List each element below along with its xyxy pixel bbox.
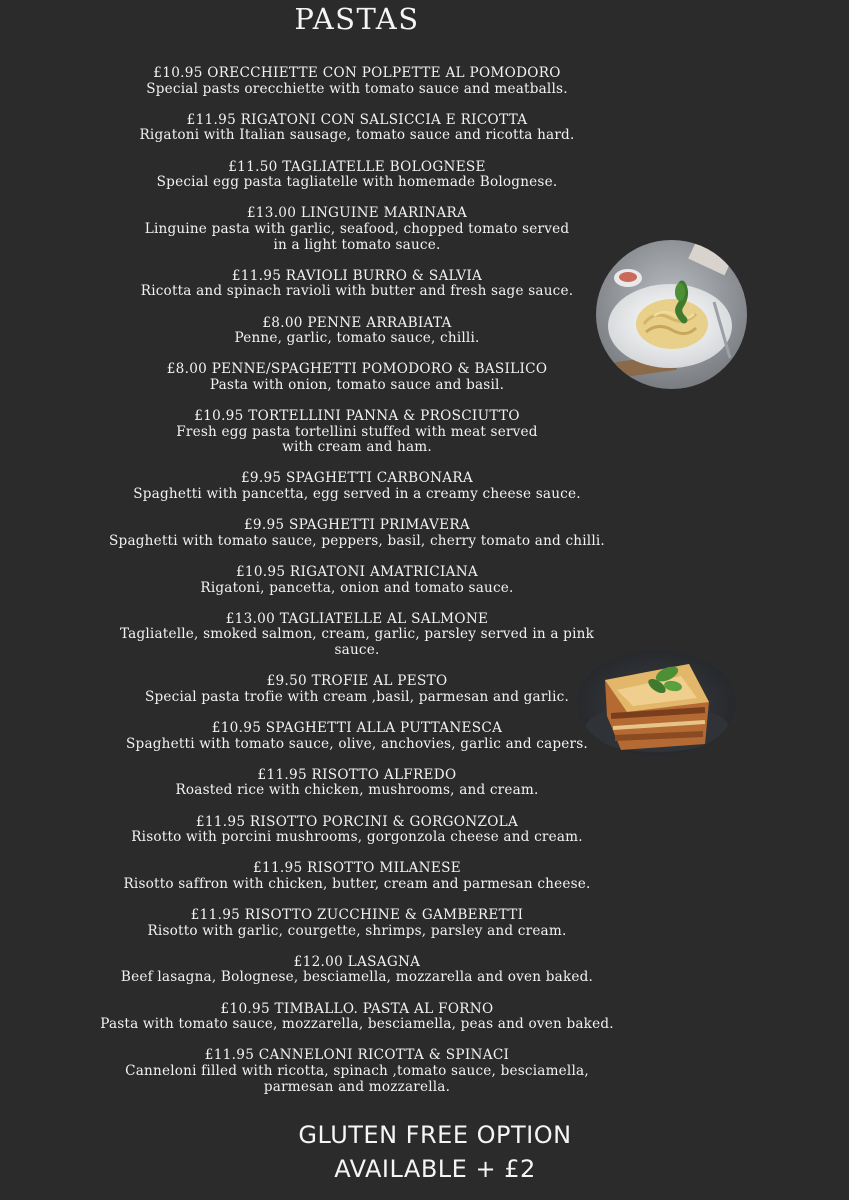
menu-item	[0, 955, 714, 986]
menu-item-description: Risotto with garlic, courgette, shrimps, parsley and cream.	[147, 922, 567, 939]
menu-item-description: Pasta with onion, tomato sauce and basil.	[209, 376, 505, 393]
menu-item-name: £10.95 ORECCHIETTE CON POLPETTE AL POMODORO	[153, 65, 561, 81]
menu-item-name: £11.95 RIGATONI CON SALSICCIA E RICOTTA	[186, 111, 528, 128]
menu-item-description: Roasted rice with chicken, mushrooms, and cream.	[175, 782, 539, 799]
menu-item-description: Linguine pasta with garlic, seafood, chopped tomato served	[144, 220, 570, 237]
menu-item-description: Spaghetti with pancetta, egg served in a creamy cheese sauce.	[133, 486, 581, 503]
menu-item	[0, 362, 714, 393]
lasagna-image	[577, 650, 736, 756]
menu-item-name: £11.50 TAGLIATELLE BOLOGNESE	[228, 158, 486, 175]
menu-item-name: £11.95 CANNELONI RICOTTA & SPINACI	[204, 1047, 510, 1064]
menu-item	[0, 66, 714, 97]
menu-item-name: £13.00 TAGLIATELLE AL SALMONE	[225, 610, 489, 627]
menu-item-name: £10.95 RIGATONI AMATRICIANA	[235, 564, 479, 580]
page-title: PASTAS	[294, 2, 420, 36]
menu-item-description: in a light tomato sauce.	[273, 236, 441, 253]
gluten-free-line-2: AVAILABLE + £2	[334, 1155, 536, 1183]
menu-item-description: with cream and ham.	[282, 439, 432, 456]
menu-item	[0, 471, 714, 502]
menu-item	[0, 768, 714, 799]
menu-item-name: £10.95 TORTELLINI PANNA & PROSCIUTTO	[194, 408, 520, 425]
menu-item-description: Rigatoni with Italian sausage, tomato sauce and ricotta hard.	[139, 127, 575, 144]
menu-item-description: Canneloni filled with ricotta, spinach ,tomato sauce, besciamella,	[125, 1063, 589, 1079]
menu-item-name: £9.50 TROFIE AL PESTO	[266, 673, 448, 690]
menu-item-description: Rigatoni, pancetta, onion and tomato sauce.	[200, 579, 514, 596]
menu-item	[0, 1048, 714, 1095]
menu-item-description: Fresh egg pasta tortellini stuffed with meat served	[176, 423, 538, 440]
menu-item-description: Spaghetti with tomato sauce, peppers, basil, cherry tomato and chilli.	[109, 532, 605, 549]
menu-item	[0, 565, 714, 596]
menu-item	[0, 1002, 714, 1033]
menu-item	[0, 206, 714, 253]
spaghetti-plate-image	[596, 240, 747, 389]
menu-item-description: Beef lasagna, Bolognese, besciamella, mozzarella and oven baked.	[120, 969, 594, 986]
menu-item	[0, 861, 714, 892]
pasta-menu-list	[0, 66, 714, 1111]
gluten-free-line-1: GLUTEN FREE OPTION	[298, 1121, 572, 1149]
menu-item	[0, 908, 714, 939]
menu-item-description: Pasta with tomato sauce, mozzarella, besciamella, peas and oven baked.	[100, 1016, 614, 1033]
menu-item-name: £13.00 LINGUINE MARINARA	[246, 205, 468, 222]
menu-item	[0, 518, 714, 549]
menu-item-name: £11.95 RISOTTO MILANESE	[253, 860, 461, 877]
menu-item-description: Special pasta trofie with cream ,basil, parmesan and garlic.	[144, 688, 569, 705]
menu-item-name: £11.95 RISOTTO PORCINI & GORGONZOLA	[195, 813, 519, 830]
menu-item	[0, 113, 714, 144]
menu-item-name: £10.95 SPAGHETTI ALLA PUTTANESCA	[211, 719, 503, 736]
menu-item-description: parmesan and mozzarella.	[263, 1078, 451, 1095]
menu-item-name: £8.00 PENNE ARRABIATA	[262, 314, 452, 331]
menu-item-description: Spaghetti with tomato sauce, olive, anchovies, garlic and capers.	[126, 735, 588, 752]
menu-item-description: sauce.	[334, 641, 380, 658]
menu-item-description: Special pasts orecchiette with tomato sauce and meatballs.	[146, 80, 568, 97]
menu-item-name: £11.95 RISOTTO ALFREDO	[257, 766, 457, 783]
menu-item	[0, 612, 714, 659]
menu-item-description: Ricotta and spinach ravioli with butter and fresh sage sauce.	[140, 283, 574, 300]
menu-item-description: Risotto with porcini mushrooms, gorgonzola cheese and cream.	[131, 829, 583, 846]
menu-item-name: £9.95 SPAGHETTI CARBONARA	[240, 470, 474, 487]
menu-item-name: £12.00 LASAGNA	[293, 953, 421, 970]
menu-item-description: Special egg pasta tagliatelle with homemade Bolognese.	[156, 174, 558, 191]
spaghetti-plate-photo	[596, 240, 747, 389]
menu-item-description: Risotto saffron with chicken, butter, cream and parmesan cheese.	[123, 875, 591, 892]
menu-item-description: Tagliatelle, smoked salmon, cream, garlic, parsley served in a pink	[119, 626, 595, 643]
gluten-free-notice	[250, 1118, 620, 1186]
menu-item-name: £9.95 SPAGHETTI PRIMAVERA	[243, 517, 471, 534]
menu-item	[0, 815, 714, 846]
menu-item-name: £11.95 RISOTTO ZUCCHINE & GAMBERETTI	[190, 907, 524, 924]
menu-item-description: Penne, garlic, tomato sauce, chilli.	[234, 330, 480, 347]
menu-item-name: £10.95 TIMBALLO. PASTA AL FORNO	[220, 1000, 494, 1017]
menu-item-name: £8.00 PENNE/SPAGHETTI POMODORO & BASILICO	[166, 361, 548, 378]
lasagna-photo	[577, 650, 736, 756]
menu-item	[0, 409, 714, 456]
menu-item-name: £11.95 RAVIOLI BURRO & SALVIA	[231, 267, 483, 284]
menu-item	[0, 160, 714, 191]
